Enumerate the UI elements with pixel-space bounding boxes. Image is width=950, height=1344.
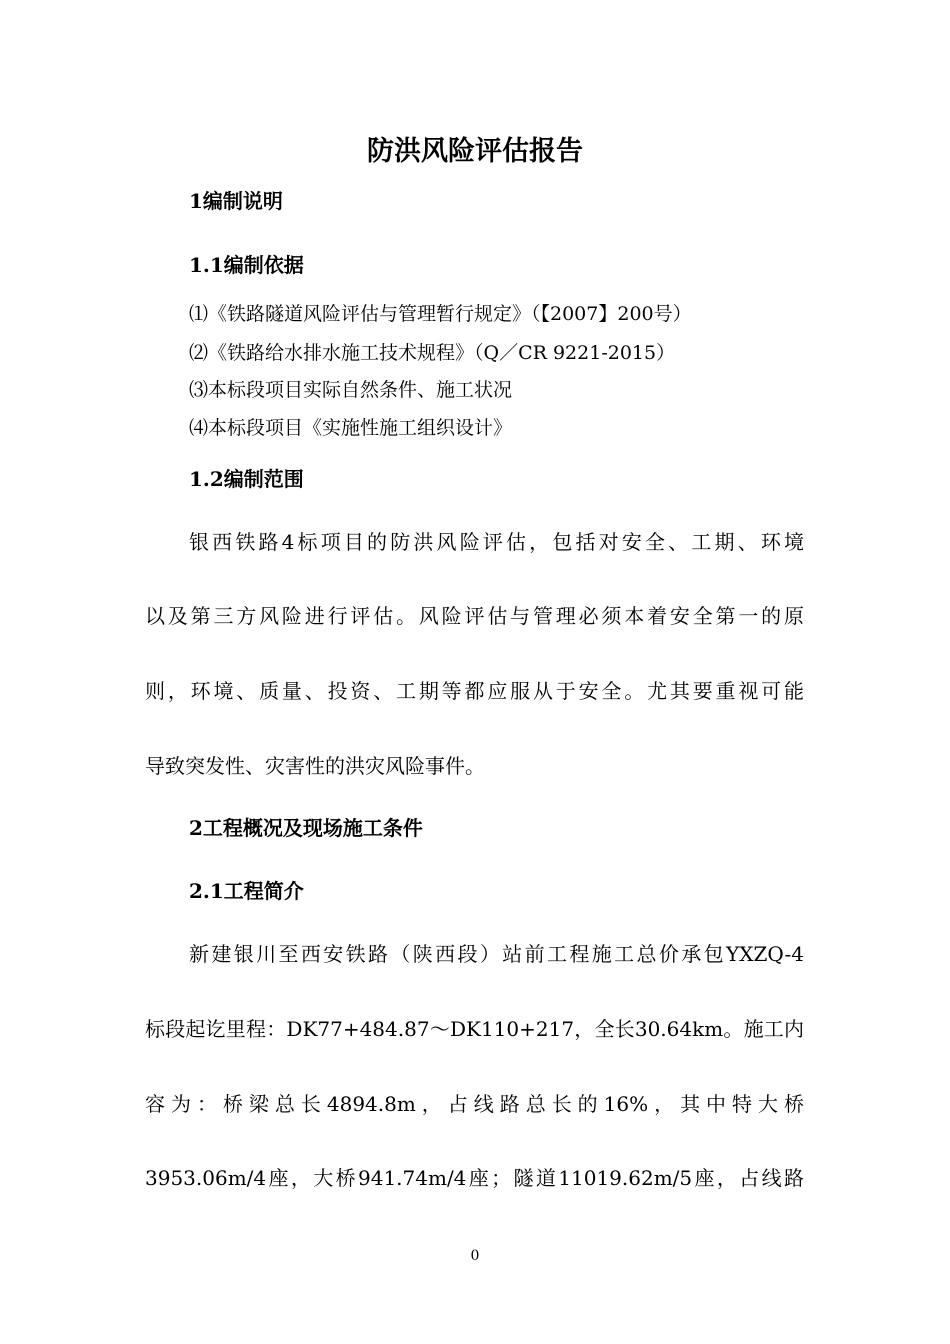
intro-paragraph-line: 标段起讫里程：DK77+484.87～DK110+217，全长30.64km。施工内: [145, 1017, 804, 1041]
page-number: 0: [470, 1248, 480, 1264]
reference-item: ⑵《铁路给水排水施工技术规程》（Q／CR 9221-2015）: [189, 342, 676, 364]
scope-paragraph-line: 以及第三方风险进行评估。风险评估与管理必须本着安全第一的原: [145, 604, 804, 628]
intro-paragraph-line: 3953.06m/4座，大桥941.74m/4座；隧道11019.62m/5座，占线路: [145, 1166, 804, 1190]
section-1-heading: 1编制说明: [189, 189, 283, 213]
section-2-1-heading: 2.1工程简介: [189, 879, 304, 903]
scope-paragraph-line: 则，环境、质量、投资、工期等都应服从于安全。尤其要重视可能: [145, 679, 804, 703]
intro-paragraph-line: 新建银川至西安铁路（陕西段）站前工程施工总价承包YXZQ-4: [189, 942, 804, 966]
reference-item: ⑷本标段项目《实施性施工组织设计》: [189, 417, 513, 439]
reference-item: ⑶本标段项目实际自然条件、施工状况: [189, 379, 513, 401]
document-title: 防洪风险评估报告: [367, 136, 583, 167]
scope-paragraph-line: 导致突发性、灾害性的洪灾风险事件。: [145, 754, 485, 778]
scope-paragraph-line: 银西铁路4标项目的防洪风险评估，包括对安全、工期、环境: [189, 530, 804, 554]
section-1-2-heading: 1.2编制范围: [189, 467, 304, 491]
section-2-heading: 2工程概况及现场施工条件: [189, 816, 423, 840]
reference-item: ⑴《铁路隧道风险评估与管理暂行规定》（【2007】200号）: [189, 303, 692, 325]
section-1-1-heading: 1.1编制依据: [189, 253, 304, 277]
intro-paragraph-line: 容为：桥梁总长4894.8m，占线路总长的16%，其中特大桥: [145, 1092, 804, 1116]
